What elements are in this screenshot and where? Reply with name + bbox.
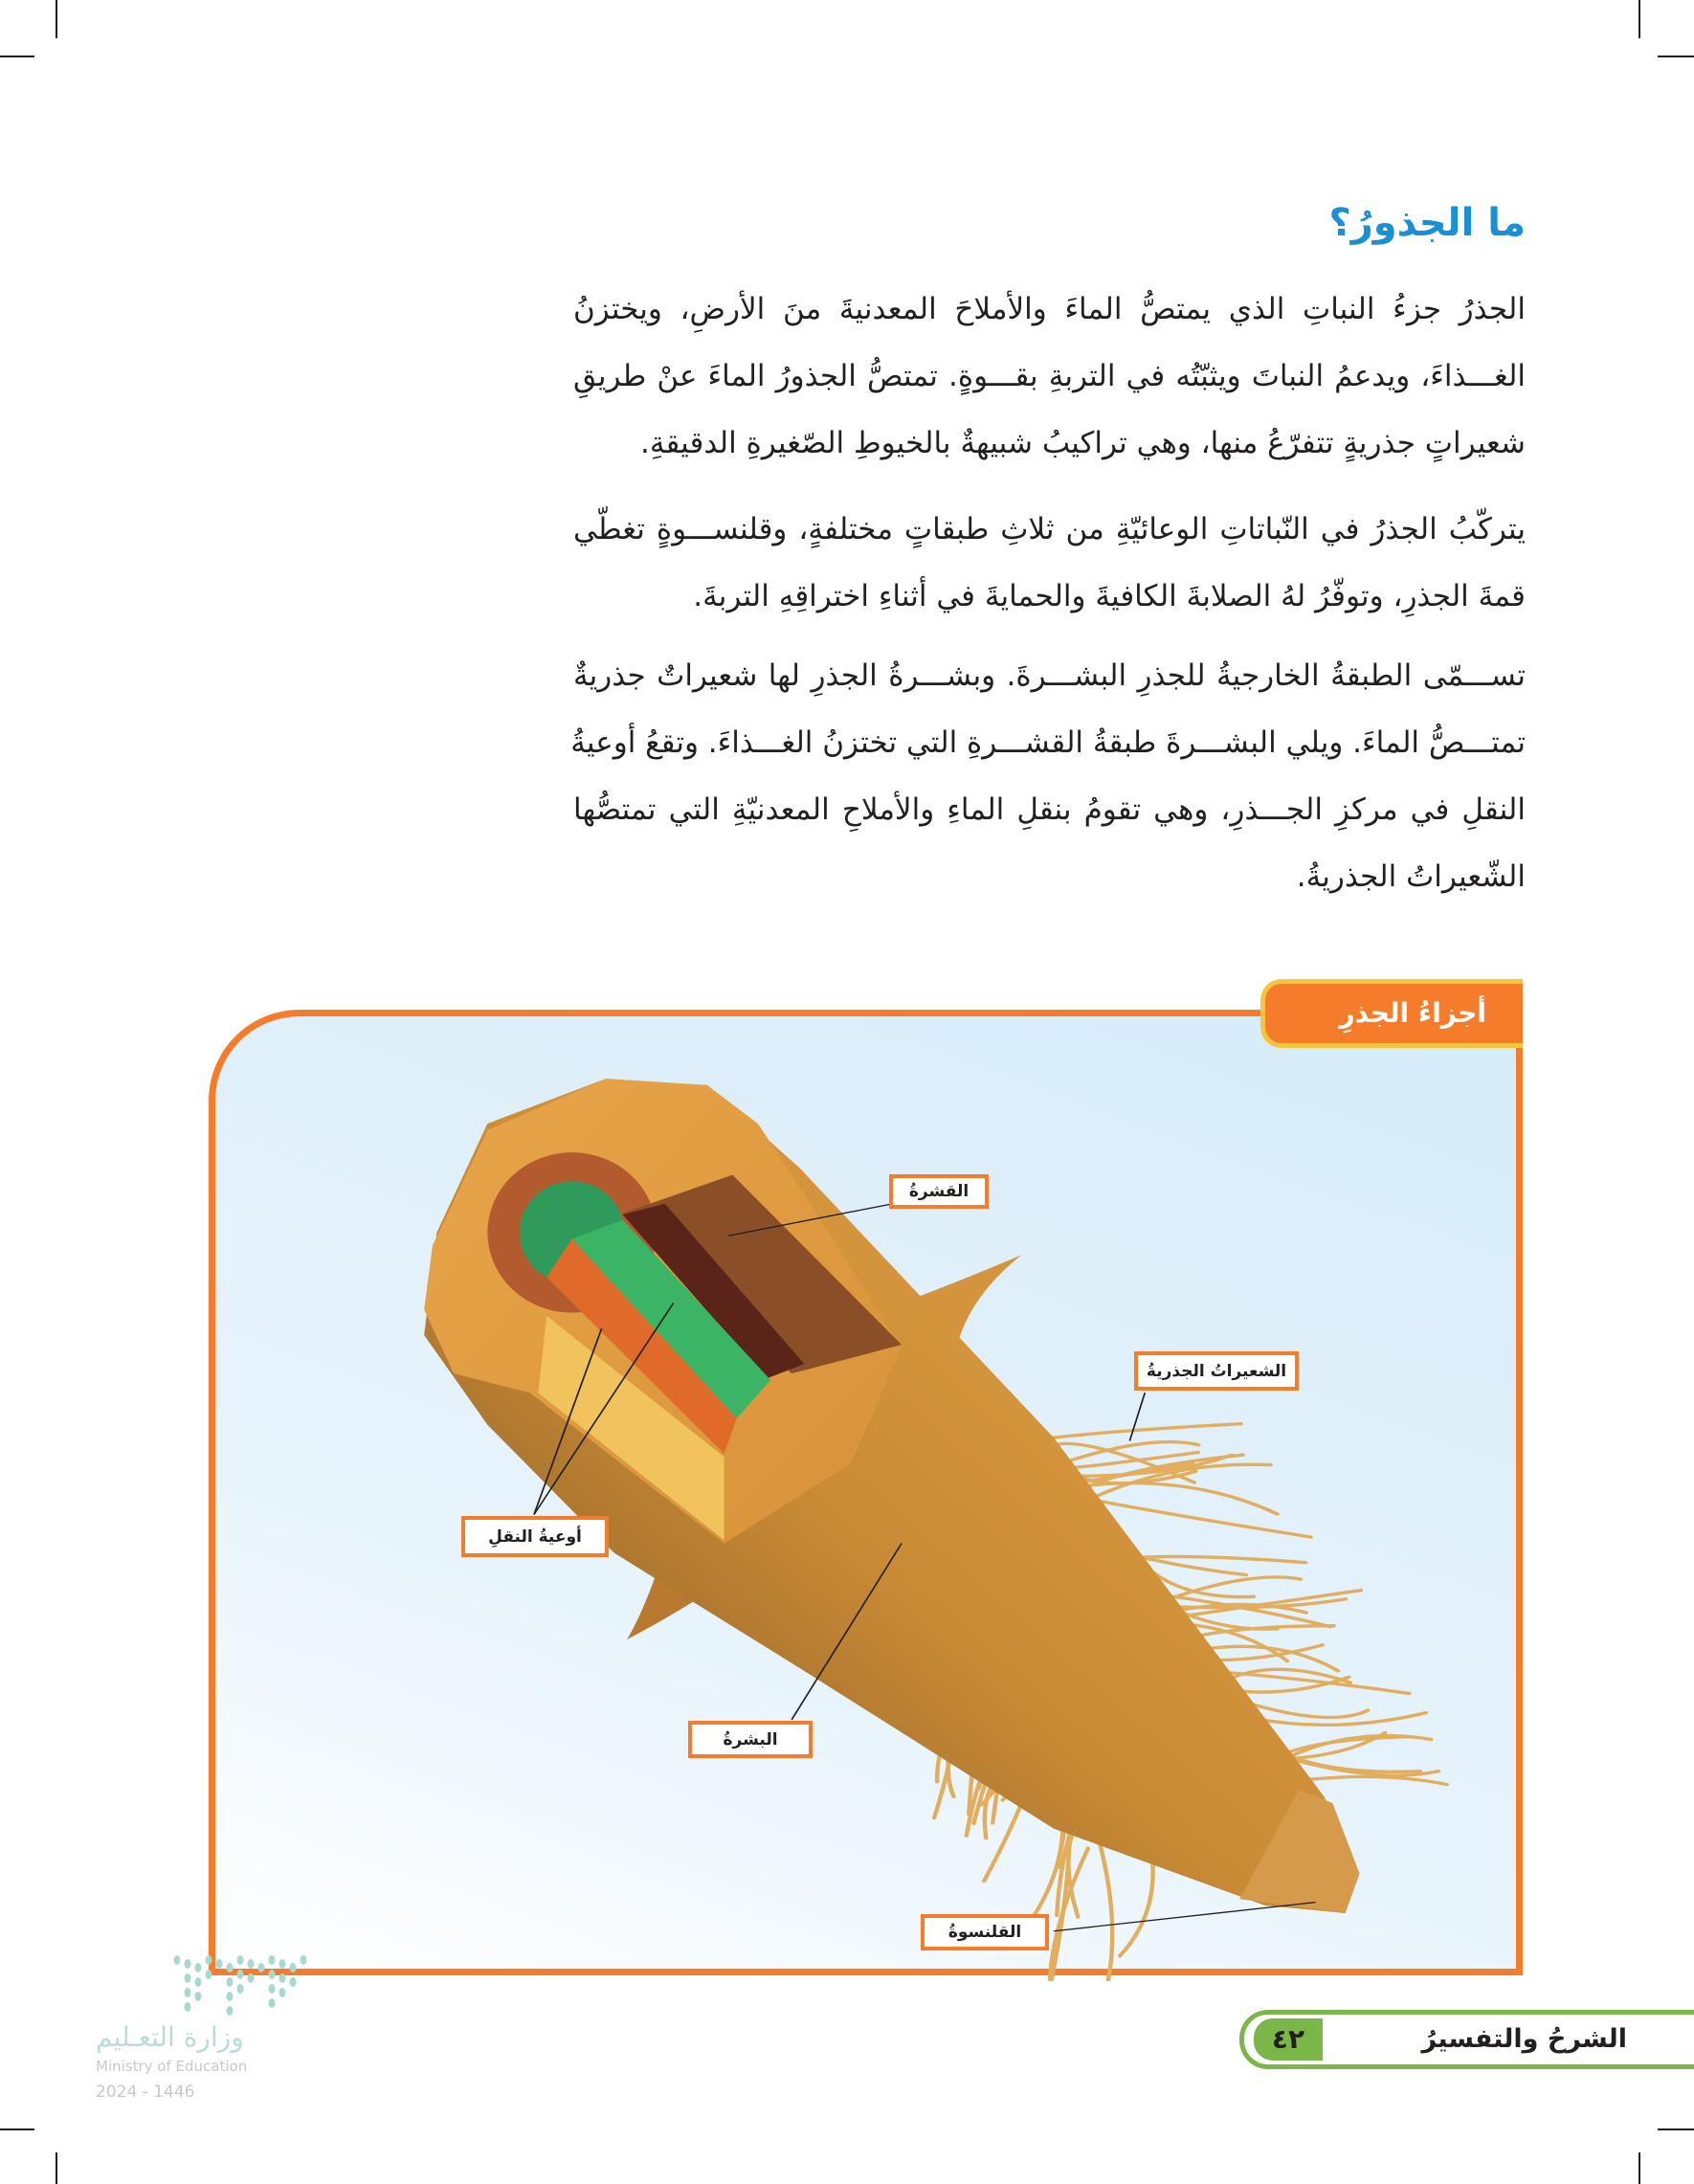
leader-line-root-cap bbox=[1054, 1903, 1316, 1931]
logo-dot bbox=[174, 1955, 181, 1965]
crop-mark bbox=[0, 56, 34, 57]
logo-dot bbox=[269, 1970, 276, 1979]
logo-dot bbox=[185, 2002, 191, 2012]
logo-dot bbox=[185, 1973, 191, 1983]
leader-line-root-hairs bbox=[1129, 1393, 1145, 1440]
logo-dot bbox=[269, 1984, 276, 1994]
logo-dot bbox=[269, 1998, 276, 2008]
section-title: ما الجذورُ؟ bbox=[1328, 201, 1526, 245]
root-illustration bbox=[209, 976, 1529, 1981]
logo-dot bbox=[237, 1955, 244, 1965]
logo-dot bbox=[279, 1959, 286, 1969]
text-line: النقلِ في مركزِ الجـــذرِ، وهي تقومُ بنقلِ الماءِ والأملاحِ المعدنيّةِ التي تمتصُّها bbox=[573, 792, 1526, 827]
edition-year: 2024 - 1446 bbox=[96, 2083, 195, 2102]
figure-title-tab: أجزاءُ الجذرِ bbox=[1260, 979, 1523, 1048]
ministry-name-ar: وزارة التعـليم bbox=[96, 2021, 244, 2053]
logo-dot bbox=[227, 1963, 234, 1972]
root-hair bbox=[1252, 1713, 1426, 1726]
logo-dot bbox=[248, 1973, 255, 1983]
logo-dot bbox=[206, 1955, 212, 1965]
crop-mark bbox=[1638, 2152, 1640, 2184]
root-hair bbox=[1054, 1424, 1241, 1437]
text-line: الشّعيراتُ الجذريةُ. bbox=[1296, 859, 1526, 894]
crop-mark bbox=[1658, 2128, 1694, 2130]
logo-dot bbox=[237, 1970, 244, 1979]
ministry-logo-dots bbox=[96, 1952, 345, 2019]
paragraph-3 bbox=[570, 642, 1526, 910]
label-root-hairs: الشعيراتُ الجذريةُ bbox=[1134, 1351, 1299, 1391]
logo-dot bbox=[185, 1959, 191, 1969]
logo-dot bbox=[279, 1973, 286, 1983]
ministry-name-en: Ministry of Education bbox=[96, 2058, 248, 2075]
crop-mark bbox=[0, 2128, 34, 2130]
text-line: قمةَ الجذرِ، وتوفّرُ لهُ الصلابةَ الكافيةَ والحمايةَ في أثناءِ اختراقِهِ التربةَ. bbox=[693, 579, 1526, 613]
text-line: يتركّبُ الجذرُ في النّباتاتِ الوعائيّةِ من ثلاثِ طبقاتٍ مختلفةٍ، وقلنســـوةٍ تغطّي bbox=[573, 512, 1526, 546]
text-line: شعيراتٍ جذريةٍ تتفرّعُ منها، وهي تراكيبُ شبيهةٌ بالخيوطِ الصّغيرةِ الدقيقةِ. bbox=[640, 426, 1526, 460]
root-hair bbox=[1097, 1834, 1112, 1981]
logo-dot bbox=[290, 1977, 297, 1987]
label-root-cap: القلنسوةُ bbox=[921, 1914, 1049, 1950]
label-vascular-tissue: أوعيةُ النقلِ bbox=[461, 1516, 609, 1557]
logo-dot bbox=[227, 1992, 234, 2001]
root-hair bbox=[1099, 1501, 1311, 1537]
logo-dot bbox=[227, 1977, 234, 1987]
root-hair bbox=[1225, 1669, 1350, 1683]
crop-mark bbox=[1638, 0, 1640, 38]
crop-mark bbox=[56, 2152, 57, 2184]
crop-mark bbox=[1658, 56, 1694, 57]
root-hair bbox=[1296, 1777, 1447, 1785]
label-cortex: القشرةُ bbox=[889, 1174, 989, 1209]
logo-dot bbox=[206, 1970, 212, 1979]
logo-dot bbox=[195, 1992, 202, 2001]
logo-dot bbox=[185, 1988, 191, 1997]
logo-dot bbox=[195, 1963, 202, 1972]
paragraph-1 bbox=[573, 276, 1526, 477]
footer-section-title: الشرحُ والتفسيرُ bbox=[1421, 2024, 1627, 2054]
logo-dot bbox=[195, 1977, 202, 1987]
label-epidermis: البشرةُ bbox=[688, 1721, 813, 1758]
page-number: ٤٢ bbox=[1254, 2018, 1323, 2061]
crop-mark bbox=[56, 0, 57, 38]
paragraph-2 bbox=[573, 496, 1526, 630]
logo-dot bbox=[216, 1959, 223, 1969]
logo-dot bbox=[227, 2006, 234, 2016]
logo-dot bbox=[290, 1963, 297, 1972]
page-footer-tab bbox=[1239, 2010, 1694, 2069]
text-line: تمتـــصُّ الماءَ. ويلي البشـــرةَ طبقةُ القشـــرةِ التي تختزنُ الغـــذاءَ. وتقعُ أوعيةُ bbox=[570, 725, 1526, 760]
logo-dot bbox=[279, 1988, 286, 1997]
logo-dot bbox=[248, 1959, 255, 1969]
logo-dot bbox=[258, 1963, 265, 1972]
text-line: الغـــذاءَ، ويدعمُ النباتَ ويثبّتُه في التربةِ بقـــوةٍ. تمتصُّ الجذورُ الماءَ عنْ طريقِ bbox=[573, 359, 1526, 393]
logo-dot bbox=[237, 1984, 244, 1994]
text-line: الجذرُ جزءُ النباتِ الذي يمتصُّ الماءَ والأملاحَ المعدنيةَ منَ الأرضِ، ويختزنُ bbox=[573, 292, 1526, 326]
logo-dot bbox=[269, 1955, 276, 1965]
text-line: تســـمّى الطبقةُ الخارجيةُ للجذرِ البشـــرةَ. وبشـــرةُ الجذرِ لها شعيراتٌ جذريةٌ bbox=[573, 658, 1526, 693]
logo-dot bbox=[301, 1955, 307, 1965]
